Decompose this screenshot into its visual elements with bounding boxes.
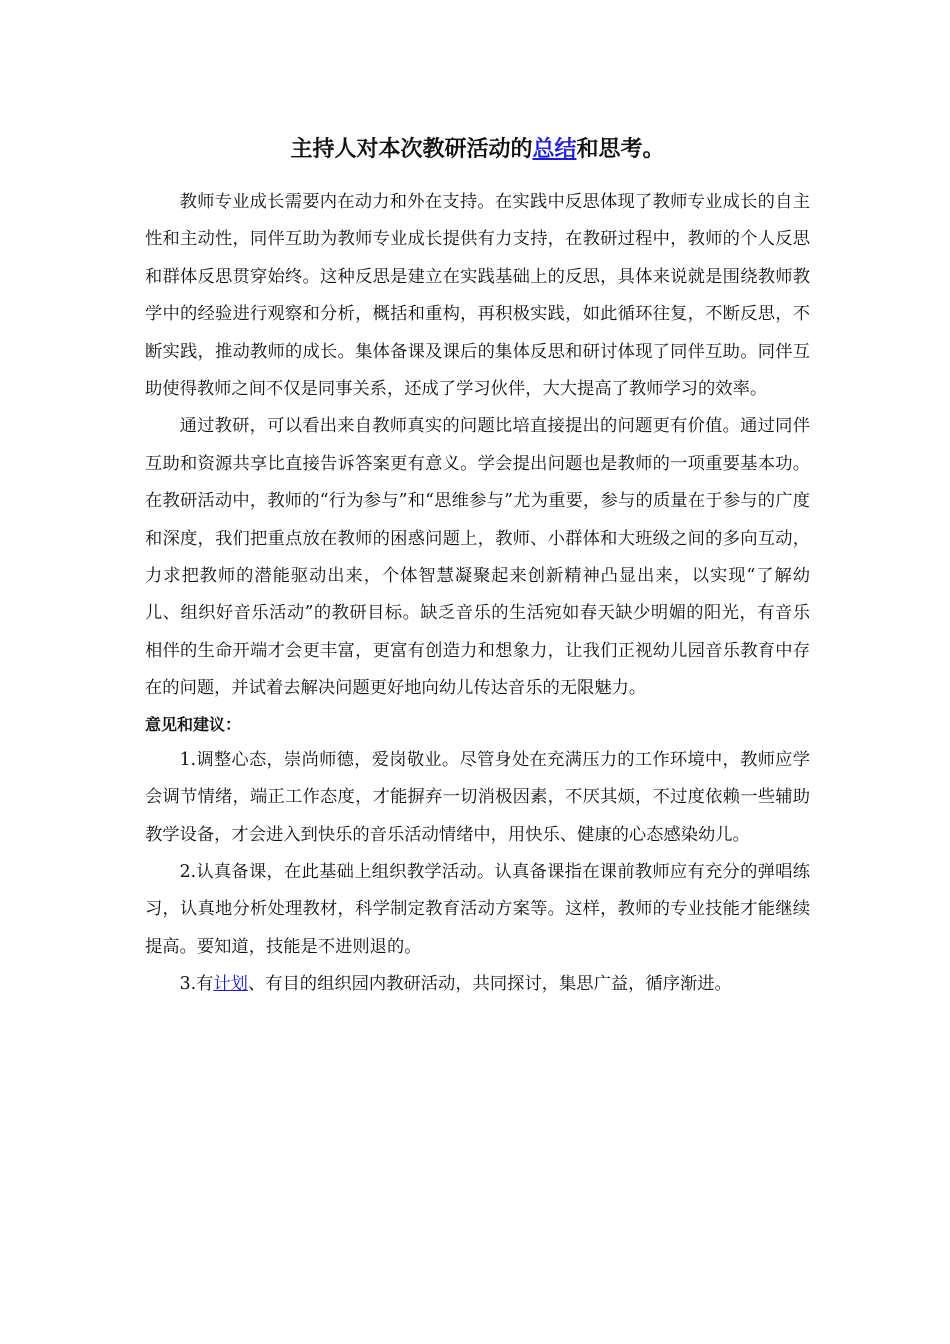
item3-text-before: 3.有	[179, 974, 214, 995]
title-text-after: 和思考。	[576, 137, 665, 162]
page-title	[145, 128, 810, 172]
paragraph-research-value: 通过教研，可以看出来自教师真实的问题比培直接提出的问题更有价值。通过同伴互助和资源共享比直接告诉答案更有意义。学会提出问题也是教师的一项重要基本功。在教研活动中，教师的“行为参与”和“思维参与”尤为重要，参与的质量在于参与的广度和深度，我们把重点放在教师的困惑问题上，教师、小群体和大班级之间的多向互动，力求把教师的潜能驱动出来，个体智慧凝聚起来创新精神凸显出来，以实现“了解幼儿、组织好音乐活动”的教研目标。缺乏音乐的生活宛如春天缺少明媚的阳光，有音乐相伴的生命开端才会更丰富，更富有创造力和想象力，让我们正视幼儿园音乐教育中存在的问题，并试着去解决问题更好地向幼儿传达音乐的无限魅力。	[145, 416, 810, 699]
document-page	[145, 128, 810, 1004]
title-text-before: 主持人对本次教研活动的	[290, 137, 533, 162]
paragraph-reflection: 教师专业成长需要内在动力和外在支持。在实践中反思体现了教师专业成长的自主性和主动性，同伴互助为教师专业成长提供有力支持，在教研过程中，教师的个人反思和群体反思贯穿始终。这种反思是建立在实践基础上的反思，具体来说就是围绕教师教学中的经验进行观察和分析，概括和重构，再积极实践，如此循环往复，不断反思，不断实践，推动教师的成长。集体备课及课后的集体反思和研讨体现了同伴互助。同伴互助使得教师之间不仅是同事关系，还成了学习伙伴，大大提高了教师学习的效率。	[145, 192, 810, 400]
suggestion-item-1: 1.调整心态，崇尚师德，爱岗敬业。尽管身处在充满压力的工作环境中，教师应学会调节情绪，端正工作态度，才能摒弃一切消极因素，不厌其烦，不过度依赖一些辅助教学设备，才会进入到快乐的音乐活动情绪中，用快乐、健康的心态感染幼儿。	[145, 749, 810, 845]
suggestions-heading: 意见和建议：	[145, 714, 242, 734]
item3-link-plan[interactable]: 计划	[213, 974, 248, 995]
suggestion-item-2: 2.认真备课，在此基础上组织教学活动。认真备课指在课前教师应有充分的弹唱练习，认真地分析处理教材，科学制定教育活动方案等。这样，教师的专业技能才能继续提高。要知道，技能是不进则退的。	[145, 861, 810, 957]
title-link-summary[interactable]: 总结	[532, 137, 577, 162]
item3-text-after: 、有目的组织园内教研活动，共同探讨，集思广益，循序渐进。	[247, 974, 732, 995]
suggestion-item-3	[145, 966, 810, 1003]
